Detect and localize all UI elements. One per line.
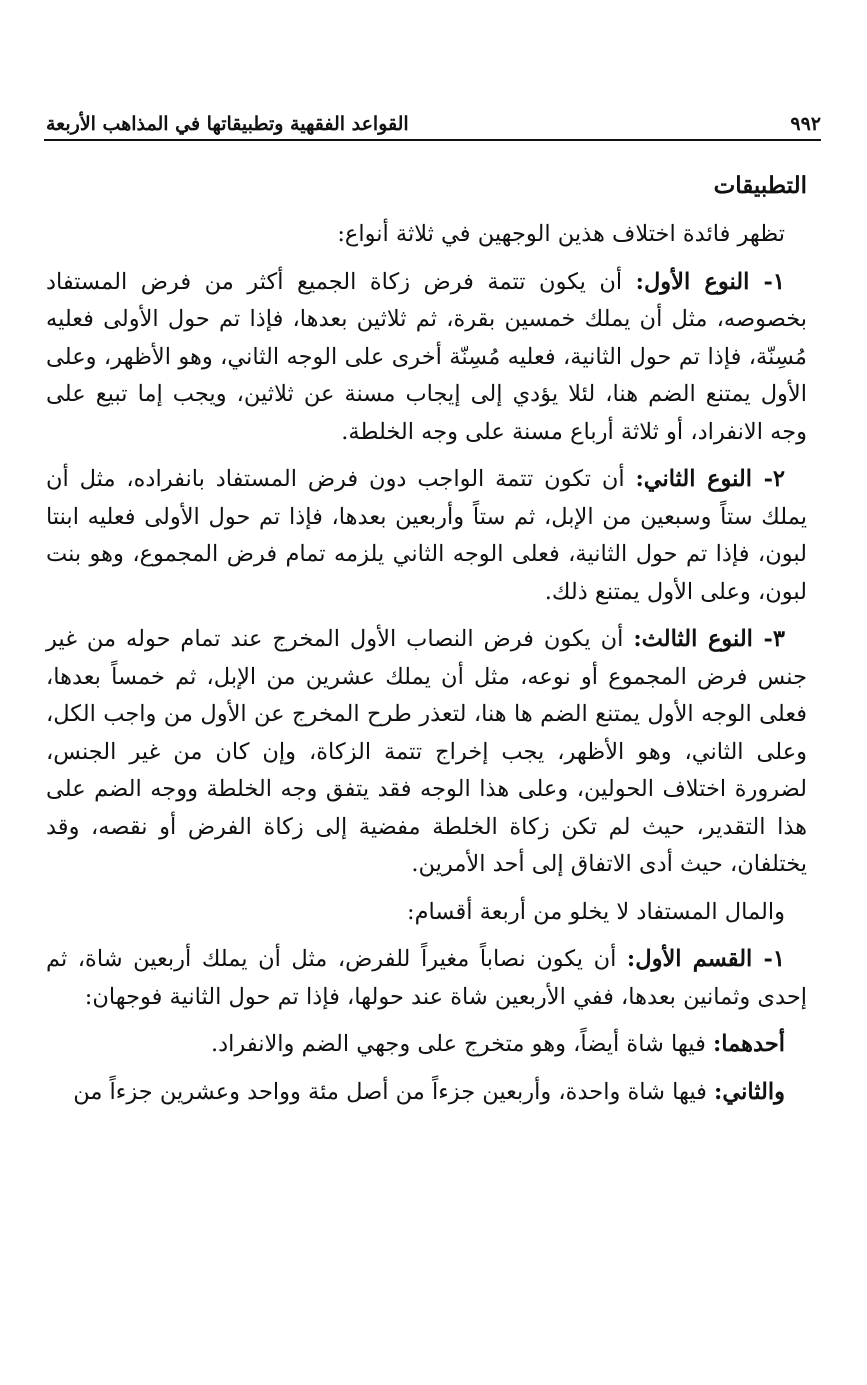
- paragraph-lead: والثاني:: [714, 1078, 785, 1105]
- page-number: ٩٩٢: [790, 113, 821, 135]
- paragraph-text: فيها شاة واحدة، وأربعين جزءاً من أصل مئة وواحد وعشرين جزءاً من: [73, 1078, 715, 1105]
- paragraph-text: أن يكون فرض النصاب الأول المخرج عند تمام حوله من غير جنس فرض المجموع أو نوعه، مثل أن يملك عشرين من الإبل، ثم خمساً بعدها، فعلى الوجه الأول يمتنع الضم ها هنا، لتعذر طرح المخرج عن الأول من واجب الكل، وعلى الثاني، وهو الأظهر، يجب إخراج تتمة الزكاة، وإن كان من غير الجنس، لضرورة اختلاف الحولين، وعلى هذا الوجه فقد يتفق وجه الخلطة ووجه الضم على هذا التقدير، حيث لم تكن زكاة الخلطة مفضية إلى زكاة الفرض أو نقصه، وقد يختلفان، حيث أدى الاتفاق إلى أحد الأمرين.: [46, 626, 807, 877]
- paragraph-first-view: [46, 1026, 807, 1064]
- paragraph-text: أن يكون تتمة فرض زكاة الجميع أكثر من فرض المستفاد بخصوصه، مثل أن يملك خمسين بقرة، ثم ثلاثين بعدها، فإذا تم حول الأولى فعليه مُسِنّة، فإذا تم حول الثانية، فعليه مُسِنّة أخرى على الوجه الثاني، وهو الأظهر، وعلى الأول يمتنع الضم هنا، لئلا يؤدي إلى إيجاب مسنة عن ثلاثين، ويجب إما تبيع على وجه الانفراد، أو ثلاثة أرباع مسنة على وجه الخلطة.: [46, 268, 807, 445]
- paragraph-text: تظهر فائدة اختلاف هذين الوجهين في ثلاثة أنواع:: [337, 221, 785, 247]
- paragraph-lead: ١- القسم الأول:: [626, 946, 785, 972]
- running-title: القواعد الفقهية وتطبيقاتها في المذاهب الأربعة: [46, 113, 409, 135]
- paragraph-type-one: [46, 264, 807, 452]
- page-body: [46, 168, 807, 1121]
- intro-paragraph: [46, 216, 807, 254]
- paragraph-category-one: [46, 941, 807, 1016]
- running-header: [46, 104, 821, 136]
- paragraph-four-categories: [46, 894, 807, 932]
- paragraph-lead: ٢- النوع الثاني:: [635, 466, 785, 492]
- paragraph-type-three: [46, 621, 807, 884]
- paragraph-text: أن تكون تتمة الواجب دون فرض المستفاد بانفراده، مثل أن يملك ستاً وسبعين من الإبل، ثم ستاً وأربعين بعدها، فإذا تم حول الأولى فعليه ابنتا لبون، فإذا تم حول الثانية، فعلى الوجه الثاني يلزمه تمام فرض المجموع، وهو بنت لبون، وعلى الأول يمتنع ذلك.: [46, 466, 807, 605]
- paragraph-second-view: [46, 1074, 807, 1112]
- paragraph-type-two: [46, 461, 807, 611]
- paragraph-lead: ١- النوع الأول:: [635, 268, 785, 295]
- paragraph-lead: أحدهما:: [712, 1031, 785, 1057]
- paragraph-lead: ٣- النوع الثالث:: [633, 626, 785, 652]
- header-divider: [44, 139, 821, 141]
- paragraph-text: والمال المستفاد لا يخلو من أربعة أقسام:: [407, 898, 785, 925]
- paragraph-text: فيها شاة أيضاً، وهو متخرج على وجهي الضم والانفراد.: [210, 1031, 713, 1057]
- paragraph-text: أن يكون نصاباً مغيراً للفرض، مثل أن يملك أربعين شاة، ثم إحدى وثمانين بعدها، ففي الأربعين شاة عند حولها، فإذا تم حول الثانية فوجهان:: [46, 946, 807, 1010]
- section-title: التطبيقات: [713, 172, 807, 199]
